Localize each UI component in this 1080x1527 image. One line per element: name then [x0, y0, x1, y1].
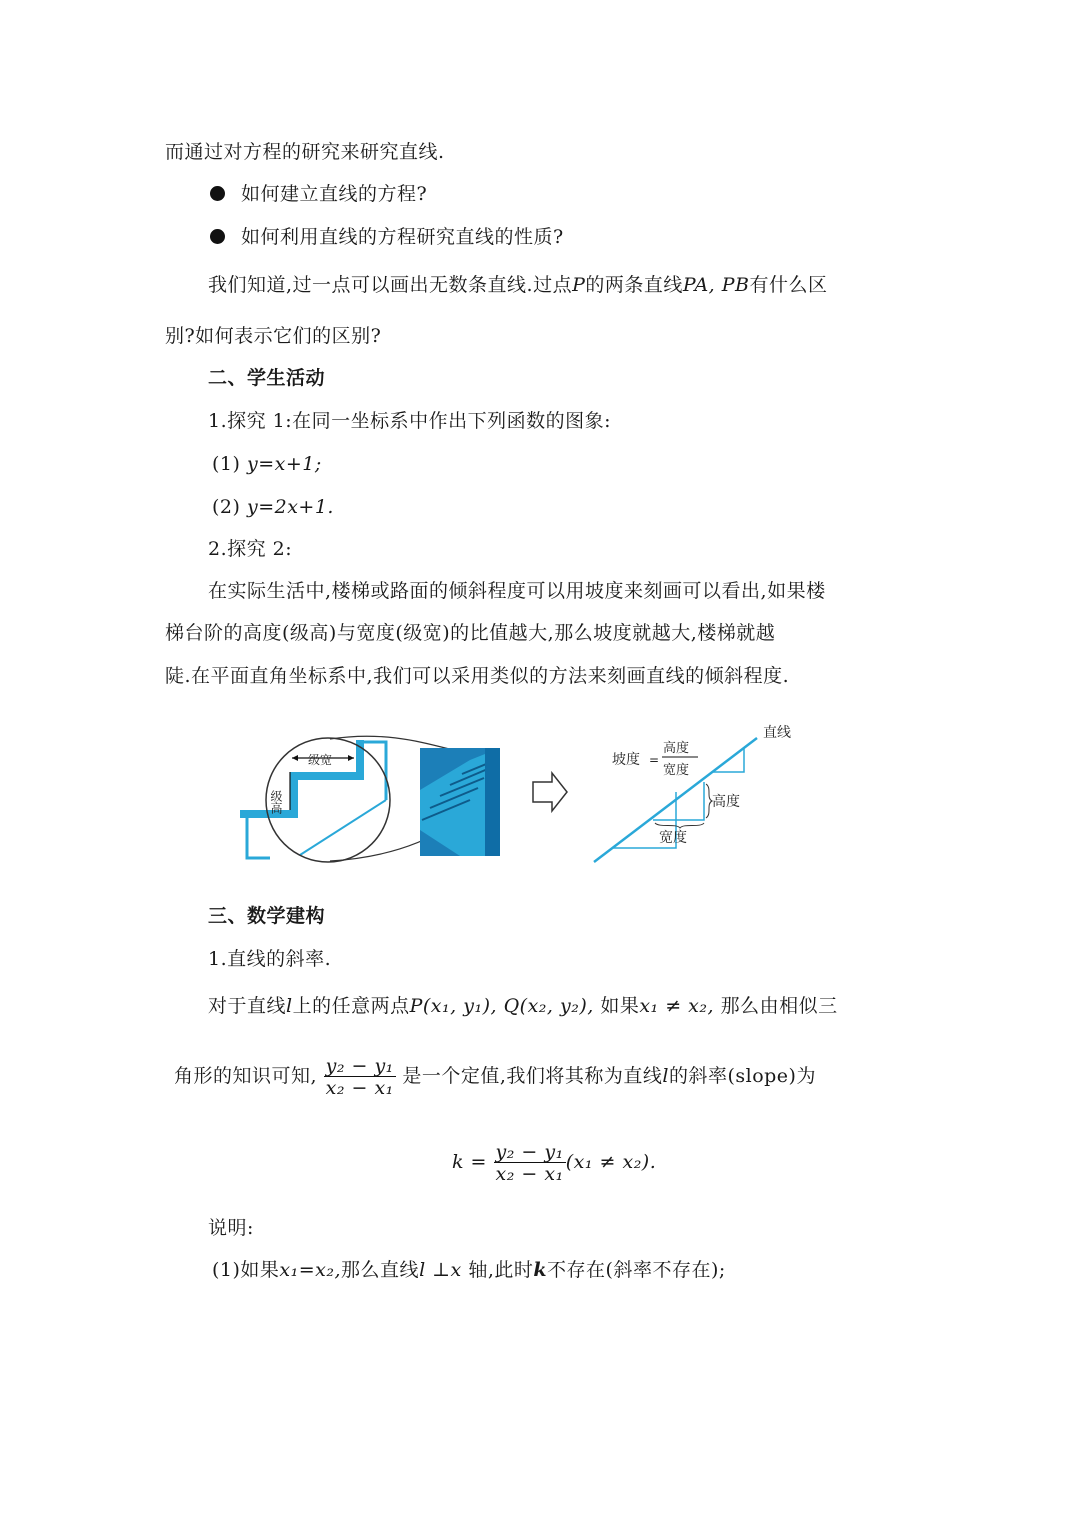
step-height-label: 级高: [269, 790, 283, 814]
intro-line: 而通过对方程的研究来研究直线.: [165, 141, 445, 163]
question-line-2: 别?如何表示它们的区别?: [165, 325, 382, 347]
bullet-item-1: 如何建立直线的方程?: [241, 183, 428, 205]
definition-line-2: 角形的知识可知, $\frac{\text{y₂ − y₁}}{\text{x₂ − x₁}}$ 是一个定值,我们将其称为直线l的斜率(slope)为: [174, 1054, 816, 1099]
staircase-diagram: [240, 736, 500, 862]
slope-ratio-height: 高度: [663, 741, 690, 756]
paragraph-line-1: 在实际生活中,楼梯或路面的倾斜程度可以用坡度来刻画可以看出,如果楼: [208, 580, 826, 602]
explore-1: 1.探究 1:在同一坐标系中作出下列函数的图象:: [208, 410, 612, 432]
slope-formula: k = $\frac{\text{y₂ − y₁}}{\text{x₂ − x₁}}$ (x₁ ≠ x₂).: [452, 1140, 657, 1185]
slope-label: 坡度: [612, 752, 640, 768]
note-1: (1)如果x₁=x₂,那么直线l ⊥x 轴,此时k不存在(斜率不存在);: [212, 1259, 726, 1281]
section-title-activities: 二、学生活动: [208, 367, 326, 389]
note-title: 说明:: [208, 1217, 254, 1239]
slope-diagram: [594, 724, 791, 862]
svg-text:=: =: [649, 753, 660, 767]
explore-2: 2.探究 2:: [208, 538, 293, 560]
slope-ratio-width: 宽度: [663, 763, 690, 778]
definition-line-1: 对于直线l上的任意两点P(x₁, y₁), Q(x₂, y₂), 如果x₁ ≠ x₂, 那么由相似三: [208, 995, 838, 1017]
item-slope: 1.直线的斜率.: [208, 948, 332, 970]
arrow-right-icon: [533, 773, 567, 811]
step-width-label: 级宽: [308, 753, 333, 767]
section-title-construction: 三、数学建构: [208, 905, 326, 927]
line-label: 直线: [763, 725, 791, 741]
spiral-staircase-image: [420, 748, 500, 856]
paragraph-line-3: 陡.在平面直角坐标系中,我们可以采用类似的方法来刻画直线的倾斜程度.: [165, 665, 790, 687]
paragraph-line-2: 梯台阶的高度(级高)与宽度(级宽)的比值越大,那么坡度就越大,楼梯就越: [165, 622, 776, 644]
slope-fraction: $\frac{\text{y₂ − y₁}}{\text{x₂ − x₁}}$: [325, 1054, 394, 1099]
bullet-item-2: 如何利用直线的方程研究直线的性质?: [241, 226, 564, 248]
width-label: 宽度: [659, 830, 687, 846]
question-line-1: 我们知道,过一点可以画出无数条直线.过点P的两条直线PA, PB有什么区: [208, 274, 828, 296]
function-1: (1) y=x+1;: [212, 453, 322, 475]
function-2: (2) y=2x+1.: [212, 496, 334, 518]
height-label: 高度: [712, 794, 740, 810]
